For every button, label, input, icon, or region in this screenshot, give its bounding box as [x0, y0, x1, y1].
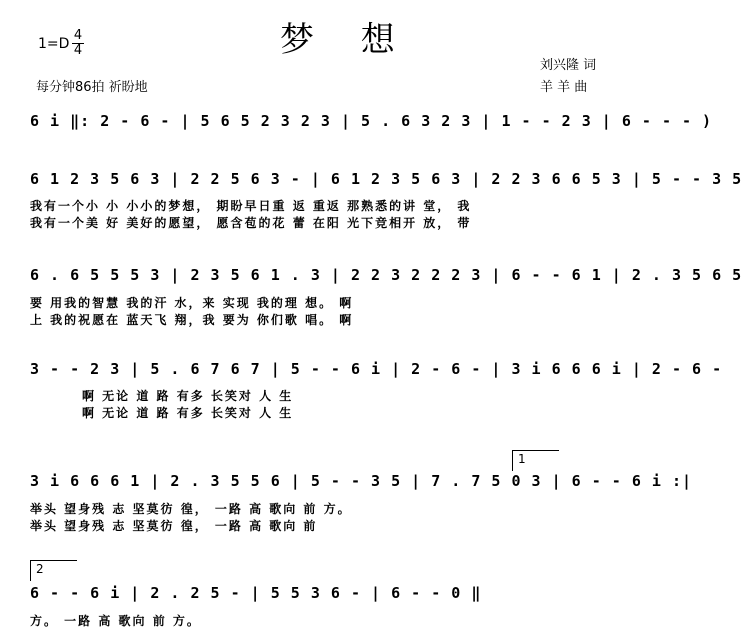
notation-row: 3 i 6 6 6 1 | 2 . 3 5 5 6 | 5 - - 3 5 | 7 . 7 5 0 3 | 6 - - 6 i :|: [30, 472, 693, 490]
notation-row: 3 - - 2 3 | 5 . 6 7 6 7 | 5 - - 6 i | 2 - 6 - | 3 i 6 6 6 i | 2 - 6 -: [30, 360, 723, 378]
lyric-line: 上 我的祝愿在 蓝天飞 翔，我 要为 你们歌 唱。 啊: [30, 313, 354, 327]
lyric-line: 要 用我的智慧 我的汗 水，来 实现 我的理 想。 啊: [30, 296, 354, 310]
composer-credit: 羊 羊 曲: [540, 80, 588, 95]
lyric-line: 举头 望身残 志 坚莫彷 徨， 一路 高 歌向 前 方。: [30, 502, 352, 516]
lyric-line: 我有一个美 好 美好的愿望， 愿含苞的花 蕾 在阳 光下竞相开 放， 带: [30, 216, 472, 230]
time-signature-top: 4: [73, 28, 83, 43]
second-ending-number: 2: [36, 562, 44, 576]
lyric-line: 举头 望身残 志 坚莫彷 徨， 一路 高 歌向 前: [30, 519, 318, 533]
time-signature: [72, 30, 84, 57]
key-signature: 1=D: [38, 36, 70, 52]
notation-row: 6 i ‖: 2 - 6 - | 5 6 5 2 3 2 3 | 5 . 6 3 2 3 | 1 - - 2 3 | 6 - - - ): [30, 112, 713, 130]
lyric-line: 啊 无论 道 路 有多 长笑对 人 生: [82, 406, 294, 420]
lyric-line: 方。 一路 高 歌向 前 方。: [30, 614, 201, 628]
first-ending-number: 1: [518, 452, 526, 466]
notation-row: 6 . 6 5 5 5 3 | 2 3 5 6 1 . 3 | 2 2 3 2 2 2 3 | 6 - - 6 1 | 2 . 3 5 6 5: [30, 266, 742, 284]
notation-row: 6 - - 6 i | 2 . 2 5 - | 5 5 3 6 - | 6 - - 0 ‖: [30, 584, 482, 602]
page-title: 梦 想: [280, 20, 413, 60]
time-signature-bottom: 4: [73, 43, 83, 58]
lyric-line: 我有一个小 小 小小的梦想， 期盼早日重 返 重返 那熟悉的讲 堂， 我: [30, 199, 472, 213]
lyricist-credit: 刘兴隆 词: [540, 58, 597, 73]
lyric-line: 啊 无论 道 路 有多 长笑对 人 生: [82, 389, 294, 403]
tempo-marking: 每分钟86拍 祈盼地: [36, 80, 148, 95]
notation-row: 6 1 2 3 5 6 3 | 2 2 5 6 3 - | 6 1 2 3 5 6 3 | 2 2 3 6 6 5 3 | 5 - - 3 5: [30, 170, 742, 188]
